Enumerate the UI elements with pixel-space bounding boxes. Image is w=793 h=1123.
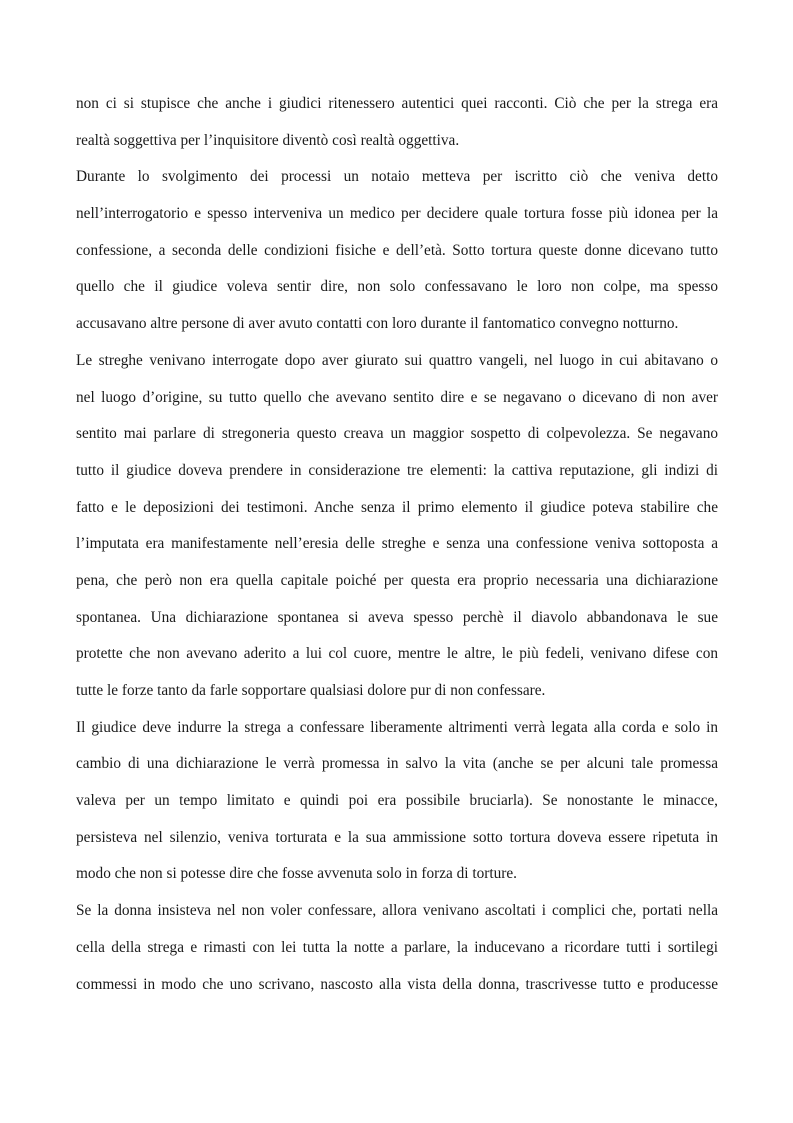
text-line: Il giudice deve indurre la strega a confessare liberamente altrimenti verrà legata alla corda e solo in bbox=[76, 718, 718, 736]
text-line: cambio di una dichiarazione le verrà promessa in salvo la vita (anche se per alcuni tale promessa bbox=[76, 755, 718, 773]
text-line: modo che non si potesse dire che fosse avvenuta solo in forza di torture. bbox=[76, 865, 517, 883]
text-line: Se la donna insisteva nel non voler confessare, allora venivano ascoltati i complici che, portati nella bbox=[76, 902, 718, 920]
text-line: cella della strega e rimasti con lei tutta la notte a parlare, la inducevano a ricordare tutti i sortilegi bbox=[76, 938, 718, 956]
text-line: nel luogo d’origine, su tutto quello che avevano sentito dire e se negavano o dicevano di non aver bbox=[76, 388, 718, 406]
text-line: spontanea. Una dichiarazione spontanea si aveva spesso perchè il diavolo abbandonava le sue bbox=[76, 608, 718, 626]
text-line: tutte le forze tanto da farle sopportare qualsiasi dolore pur di non confessare. bbox=[76, 682, 546, 699]
text-line: non ci si stupisce che anche i giudici ritenessero autentici quei racconti. Ciò che per la strega era bbox=[76, 95, 718, 112]
text-line: Durante lo svolgimento dei processi un notaio metteva per iscritto ciò che veniva detto bbox=[76, 168, 718, 186]
text-line: nell’interrogatorio e spesso interveniva un medico per decidere quale tortura fosse più idonea per la bbox=[76, 205, 718, 223]
body-text bbox=[76, 89, 718, 1006]
text-line: persisteva nel silenzio, veniva torturata e la sua ammissione sotto tortura doveva essere ripetuta in bbox=[76, 828, 718, 846]
text-line: pena, che però non era quella capitale poiché per questa era proprio necessaria una dichiarazione bbox=[76, 571, 718, 589]
text-line: accusavano altre persone di aver avuto contatti con loro durante il fantomatico convegno notturno. bbox=[76, 315, 679, 333]
text-line: l’imputata era manifestamente nell’eresia delle streghe e senza una confessione veniva sottoposta a bbox=[76, 535, 718, 553]
text-line: sentito mai parlare di stregoneria questo creava un maggior sospetto di colpevolezza. Se negavano bbox=[76, 425, 718, 443]
text-line: valeva per un tempo limitato e quindi poi era possibile bruciarla). Se nonostante le minacce, bbox=[76, 792, 718, 810]
text-line: protette che non avevano aderito a lui col cuore, mentre le altre, le più fedeli, venivano difese con bbox=[76, 645, 718, 663]
text-line: quello che il giudice voleva sentir dire, non solo confessavano le loro non colpe, ma spesso bbox=[76, 278, 718, 296]
text-line: confessione, a seconda delle condizioni fisiche e dell’età. Sotto tortura queste donne dicevano tutto bbox=[76, 241, 718, 259]
text-line: Le streghe venivano interrogate dopo aver giurato sui quattro vangeli, nel luogo in cui abitavano o bbox=[76, 351, 718, 369]
text-line: commessi in modo che uno scrivano, nascosto alla vista della donna, trascrivesse tutto e producesse bbox=[76, 975, 718, 993]
text-line: tutto il giudice doveva prendere in considerazione tre elementi: la cattiva reputazione, gli indizi di bbox=[76, 461, 718, 479]
text-line: fatto e le deposizioni dei testimoni. Anche senza il primo elemento il giudice poteva stabilire che bbox=[76, 498, 718, 516]
text-line: realtà soggettiva per l’inquisitore diventò così realtà oggettiva. bbox=[76, 131, 460, 149]
